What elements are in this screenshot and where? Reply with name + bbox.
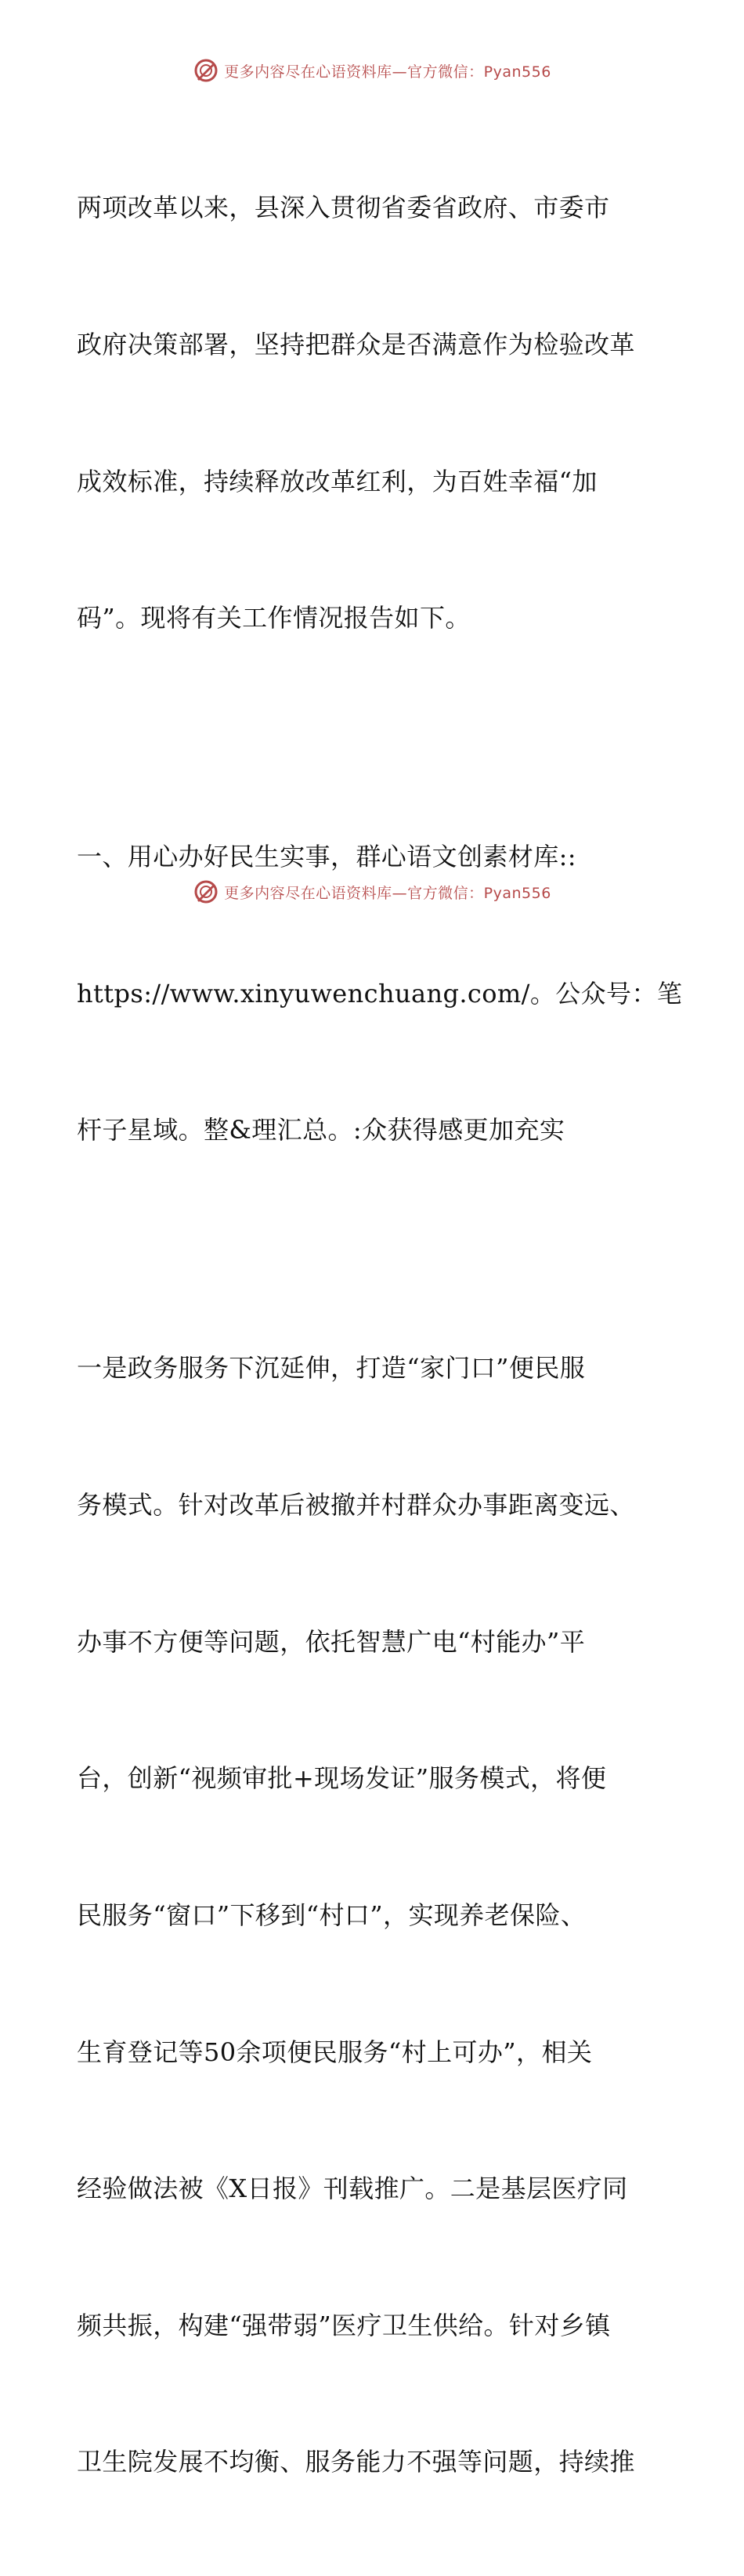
text-line: 政府决策部署，坚持把群众是否满意作为检验改革 <box>77 330 635 360</box>
text-line: 台，创新“视频审批+现场发证”服务模式，将便 <box>77 1763 607 1794</box>
brand-logo-icon <box>193 879 219 905</box>
document-body <box>77 94 683 2576</box>
banner-text: 更多内容尽在心语资料库—官方微信：Pyan556 <box>224 884 551 902</box>
text-line: 杆子星域。整&理汇总。:众获得感更加充实 <box>77 1115 565 1145</box>
footer-banner <box>0 876 744 907</box>
text-line: 经验做法被《X日报》刊载推广。二是基层医疗同 <box>77 2174 628 2204</box>
text-line: 一是政务服务下沉延伸，打造“家门口”便民服 <box>77 1353 586 1384</box>
text-line: 务模式。针对改革后被撤并村群众办事距离变远、 <box>77 1490 635 1521</box>
header-banner <box>0 55 744 86</box>
text-line: 码”。现将有关工作情况报告如下。 <box>77 603 471 633</box>
text-line: 一、用心办好民生实事，群心语文创素材库:: <box>77 842 576 872</box>
text-line: 生育登记等50余项便民服务“村上可办”，相关 <box>77 2037 593 2067</box>
text-line: 频共振，构建“强带弱”医疗卫生供给。针对乡镇 <box>77 2310 611 2340</box>
brand-logo-icon <box>193 57 219 84</box>
paragraph-section-heading <box>77 743 683 1244</box>
text-line: 卫生院发展不均衡、服务能力不强等问题，持续推 <box>77 2447 635 2477</box>
text-line: 办事不方便等问题，依托智慧广电“村能办”平 <box>77 1626 586 1657</box>
paragraph-body <box>77 1254 672 2576</box>
text-line: https://www.xinyuwenchuang.com/。公众号：笔 <box>77 978 683 1008</box>
text-line: 成效标准，持续释放改革红利，为百姓幸福“加 <box>77 466 598 496</box>
text-line: 民服务“窗口”下移到“村口”，实现养老保险、 <box>77 1900 587 1930</box>
text-line: 两项改革以来，县深入贯彻省委省政府、市委市 <box>77 193 610 223</box>
paragraph-intro <box>77 94 672 732</box>
banner-text: 更多内容尽在心语资料库—官方微信：Pyan556 <box>224 63 551 81</box>
